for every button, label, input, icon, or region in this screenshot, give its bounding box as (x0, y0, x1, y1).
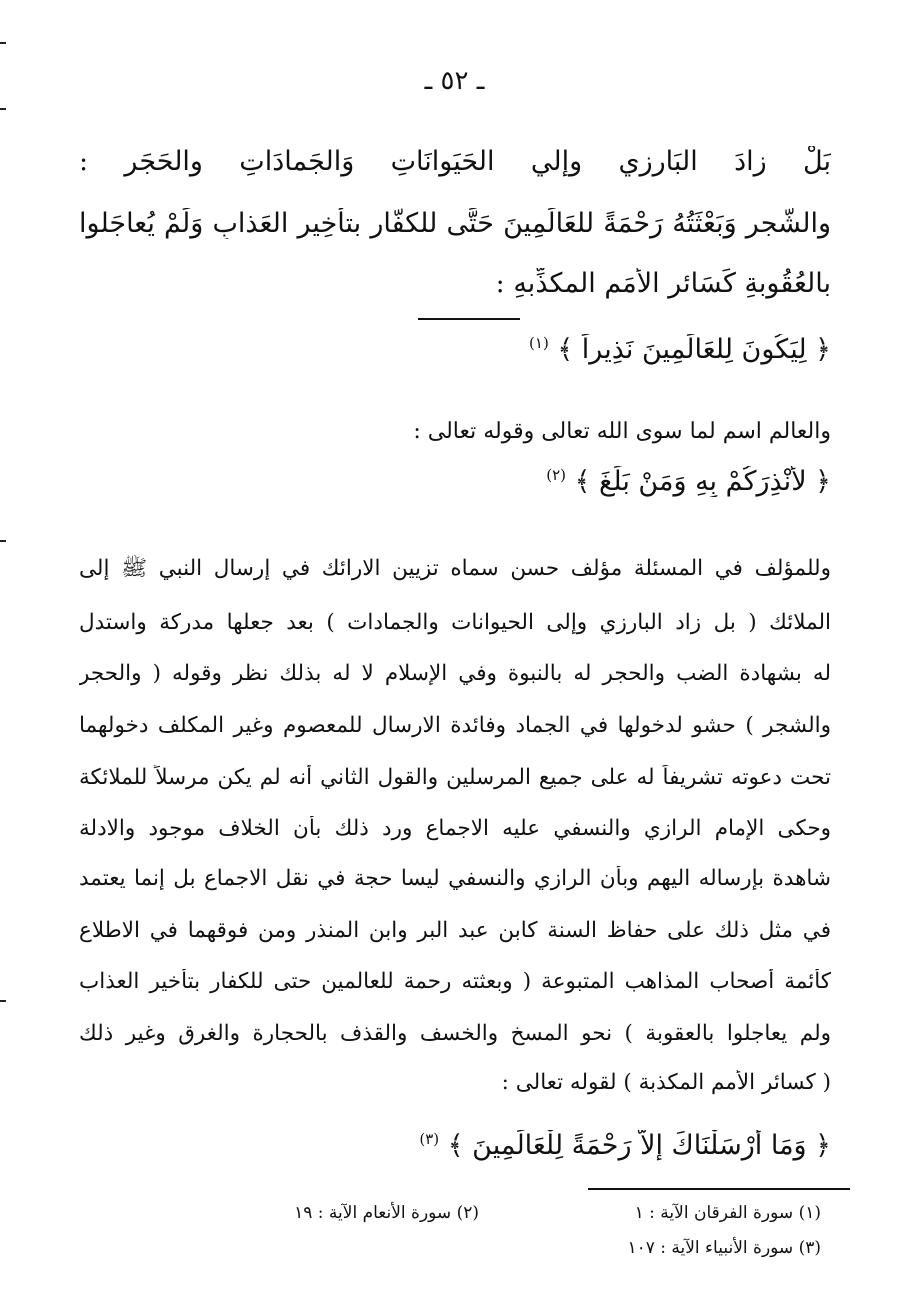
margin-mark (0, 1000, 6, 1002)
footnote-divider (588, 1188, 850, 1190)
poem-line: والشَّجرِ وَبَعْثَتُهُ رَحْمَةً للعَالَمِينَ حَتَّى للكفَّارِ بتأْخِيرِ العَذابِ وَلَمْ يُعاجَلوا (79, 208, 831, 239)
footnote-ref: (٣) (419, 1130, 440, 1148)
footnote-ref: (٢) (546, 466, 567, 484)
commentary-line: له بشهادة الضب والحجر له بالنبوة وفي الإسلام لا له بذلك نظر وقوله ( والحجر (79, 661, 831, 686)
margin-mark (0, 540, 6, 542)
footnote-ref: (١) (529, 334, 549, 352)
commentary-line: ولم يعاجلوا بالعقوبة ) نحو المسخ والخسف والقذف بالحجارة والغرق وغير ذلك (79, 1021, 831, 1046)
quran-verse (79, 466, 831, 497)
commentary-line: كأئمة أصحاب المذاهب المتبوعة ( وبعثته رحمة للعالمين حتى للكفار بتأخير العذاب (79, 969, 831, 994)
commentary-line: والشجر ) حشو لدخولها في الجماد وفائدة الارسال للمعصوم وغير المكلف دخولهما (79, 713, 831, 738)
footnote-3: (٣) سورة الأنبياء الآية : ١٠٧ (627, 1238, 821, 1258)
commentary-line: وحكى الإمام الرازي والنسفي عليه الاجماع ورد ذلك بأن الخلاف موجود والادلة (79, 816, 831, 841)
commentary-line: الملائك ( بل زاد البارزي وإلى الحيوانات والجمادات ) بعد جعلها مدركة واستدل (79, 610, 831, 635)
verse-text: ﴿ لِيَكُونَ لِلعَالَمِينَ نَذِيراً ﴾ (557, 334, 831, 365)
footnote-2: (٢) سورة الأنعام الآية : ١٩ (294, 1203, 479, 1223)
commentary-line: تحت دعوته تشريفاً له على جميع المرسلين والقول الثاني أنه لم يكن مرسلاً للملائكة (79, 765, 831, 790)
page-number: ـ ٥٢ ـ (424, 66, 485, 96)
verse-text: ﴿ وَمَا أَرْسَلْنَاكَ إِلاَّ رَحْمَةً لِلْعَالَمِينَ ﴾ (447, 1130, 831, 1161)
commentary-line: شاهدة بإرساله اليهم وبأن الرازي والنسفي ليسا حجة في نقل الاجماع بل إنما يعتمد (79, 866, 831, 891)
commentary-line: ( كسائر الأمم المكذبة ) لقوله تعالى : (501, 1070, 831, 1095)
quran-verse (79, 1130, 831, 1161)
verse-text: ﴿ لأُنْذِرَكُمْ بِهِ وَمَنْ بَلَغَ ﴾ (574, 466, 831, 497)
commentary-line: وللمؤلف في المسئلة مؤلف حسن سماه تزيين الارائك في إرسال النبي ﷺ إلى (79, 556, 831, 581)
margin-mark (0, 108, 6, 110)
margin-mark (0, 42, 6, 44)
poem-line: بالعُقُوبةِ كَسَائرِ الأُمَمِ المكذِّبهِ : (495, 268, 831, 299)
quran-verse (79, 334, 831, 365)
commentary-line: في مثل ذلك على حفاظ السنة كابن عبد البر وابن المنذر ومن فوقهما في الاطلاع (79, 918, 831, 943)
intro-line: والعالم اسم لما سوى الله تعالى وقوله تعالى : (413, 419, 831, 444)
footnote-1: (١) سورة الفرقان الآية : ١ (634, 1203, 821, 1223)
poem-line: بَلْ زادَ البَارِزِي وإلي الحَيَوانَاتِ وَالجَمادَاتِ والحَجَرِ : (79, 146, 831, 177)
section-divider (418, 318, 520, 320)
